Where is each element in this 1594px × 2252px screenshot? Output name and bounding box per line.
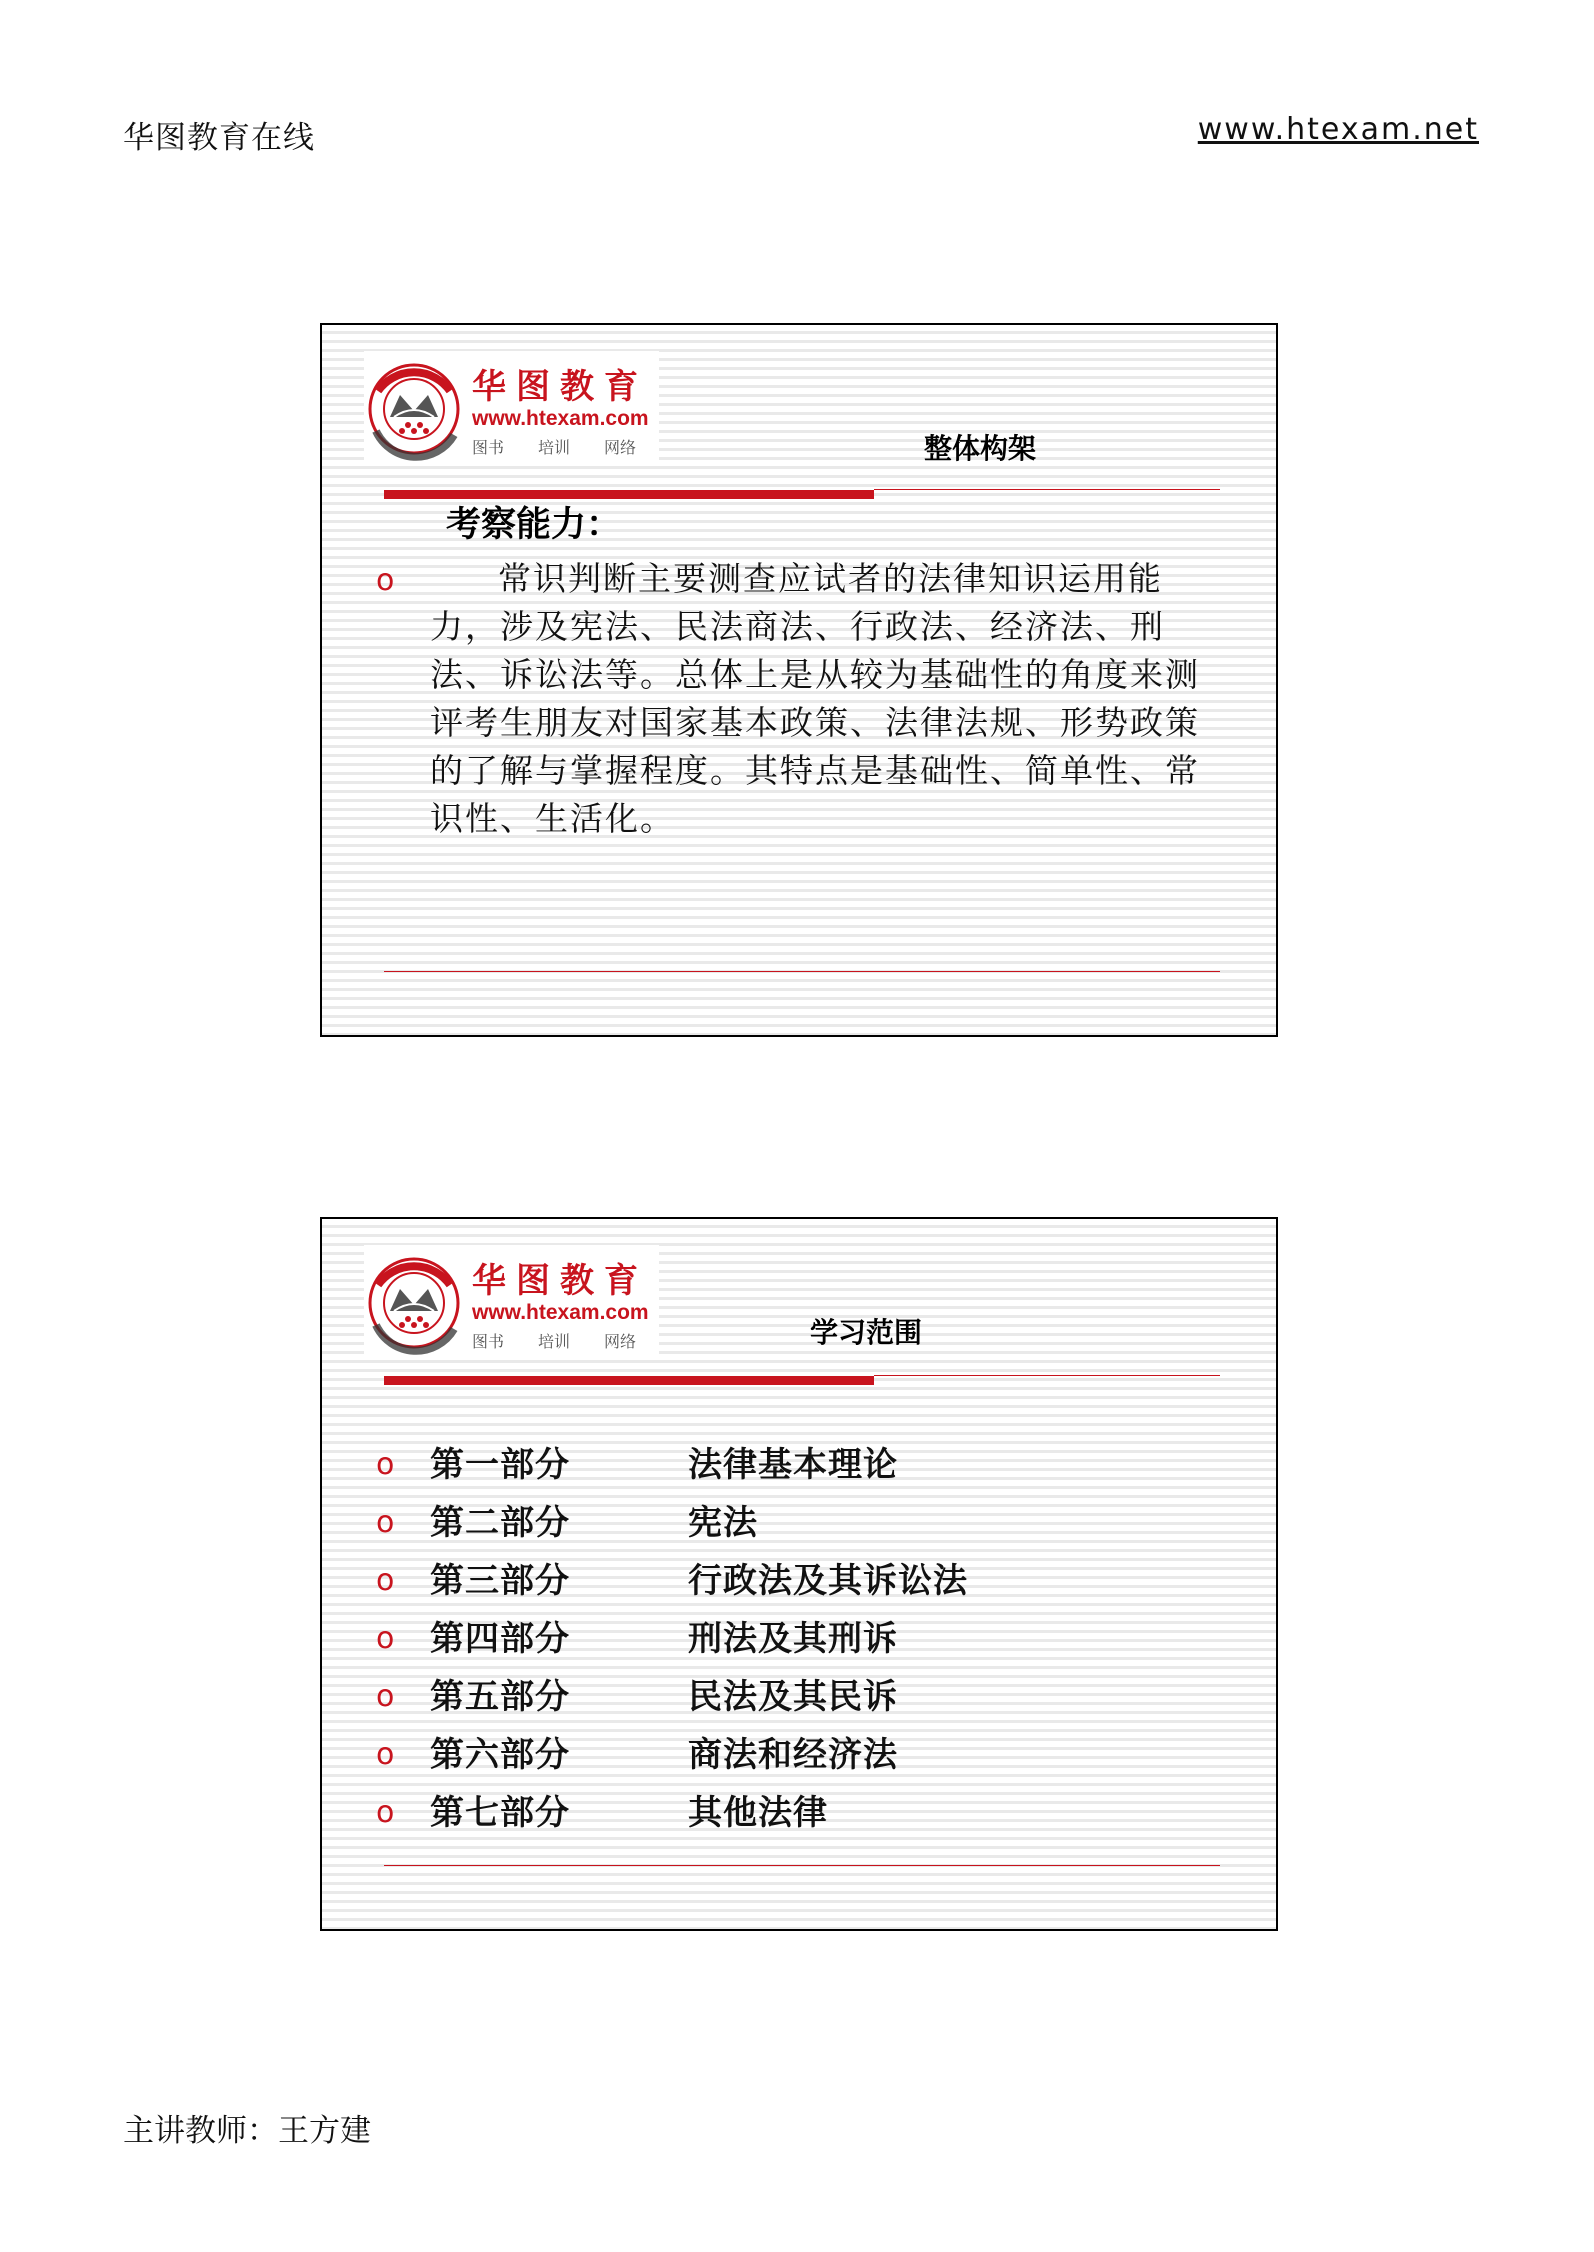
logo-tags: [472, 435, 636, 458]
logo-tag: 图书: [472, 438, 505, 457]
bullet-icon: o: [376, 563, 395, 598]
title-rule-thin: [874, 489, 1220, 490]
list-item: [322, 1785, 1278, 1843]
bullet-icon: o: [376, 1795, 395, 1830]
page-footer: 主讲教师：王方建: [123, 2113, 371, 2149]
bullet-icon: o: [376, 1621, 395, 1656]
logo-tags: [472, 1329, 636, 1352]
slide-overall-structure: [320, 323, 1278, 1037]
part-topic: 民法及其民诉: [688, 1677, 898, 1717]
bullet-icon: o: [376, 1679, 395, 1714]
title-rule-thin: [874, 1375, 1220, 1376]
huatu-logo: [364, 351, 659, 463]
part-topic: 商法和经济法: [688, 1735, 898, 1775]
huatu-emblem-icon: [364, 351, 474, 463]
logo-name: 华图教育: [472, 367, 648, 407]
body-paragraph: 常识判断主要测查应试者的法律知识运用能力，涉及宪法、民法商法、行政法、经济法、刑法、诉讼法等。总体上是从较为基础性的角度来测评考生朋友对国家基本政策、法律法规、形势政策的了解与掌握程度。其特点是基础性、简单性、常识性、生活化。: [430, 559, 1200, 838]
title-rule-thick: [384, 1376, 874, 1385]
bottom-rule: [384, 1865, 1220, 1866]
bullet-icon: o: [376, 1563, 395, 1598]
part-label: 第二部分: [430, 1503, 570, 1543]
part-label: 第六部分: [430, 1735, 570, 1775]
bullet-icon: o: [376, 1447, 395, 1482]
logo-tag: 网络: [604, 438, 637, 457]
part-label: 第一部分: [430, 1445, 570, 1485]
part-topic: 行政法及其诉讼法: [688, 1561, 968, 1601]
bottom-rule: [384, 971, 1220, 972]
slide-title: 学习范围: [810, 1316, 923, 1349]
logo-tag: 网络: [604, 1332, 637, 1351]
list-item: [322, 1669, 1278, 1727]
part-topic: 刑法及其刑诉: [688, 1619, 898, 1659]
list-item: [322, 1437, 1278, 1495]
list-item: [322, 1727, 1278, 1785]
slide-study-scope: [320, 1217, 1278, 1931]
logo-url: www.htexam.com: [472, 407, 649, 430]
logo-url: www.htexam.com: [472, 1301, 649, 1324]
parts-list: [322, 1437, 1278, 1843]
logo-name: 华图教育: [472, 1261, 648, 1301]
page-header-left: 华图教育在线: [123, 120, 315, 156]
logo-tag: 图书: [472, 1332, 505, 1351]
part-topic: 宪法: [688, 1503, 758, 1543]
part-topic: 其他法律: [688, 1793, 828, 1833]
bullet-icon: o: [376, 1505, 395, 1540]
list-item: [322, 1611, 1278, 1669]
part-label: 第七部分: [430, 1793, 570, 1833]
page-header-url[interactable]: www.htexam.net: [1197, 112, 1479, 147]
huatu-emblem-icon: [364, 1245, 474, 1357]
part-topic: 法律基本理论: [688, 1445, 898, 1485]
bullet-icon: o: [376, 1737, 395, 1772]
logo-tag: 培训: [538, 438, 571, 457]
part-label: 第五部分: [430, 1677, 570, 1717]
section-heading: 考察能力：: [446, 504, 622, 545]
list-item: [322, 1495, 1278, 1553]
slide-title: 整体构架: [924, 432, 1037, 465]
list-item: [322, 1553, 1278, 1611]
logo-tag: 培训: [538, 1332, 571, 1351]
huatu-logo: [364, 1245, 659, 1357]
part-label: 第四部分: [430, 1619, 570, 1659]
part-label: 第三部分: [430, 1561, 570, 1601]
